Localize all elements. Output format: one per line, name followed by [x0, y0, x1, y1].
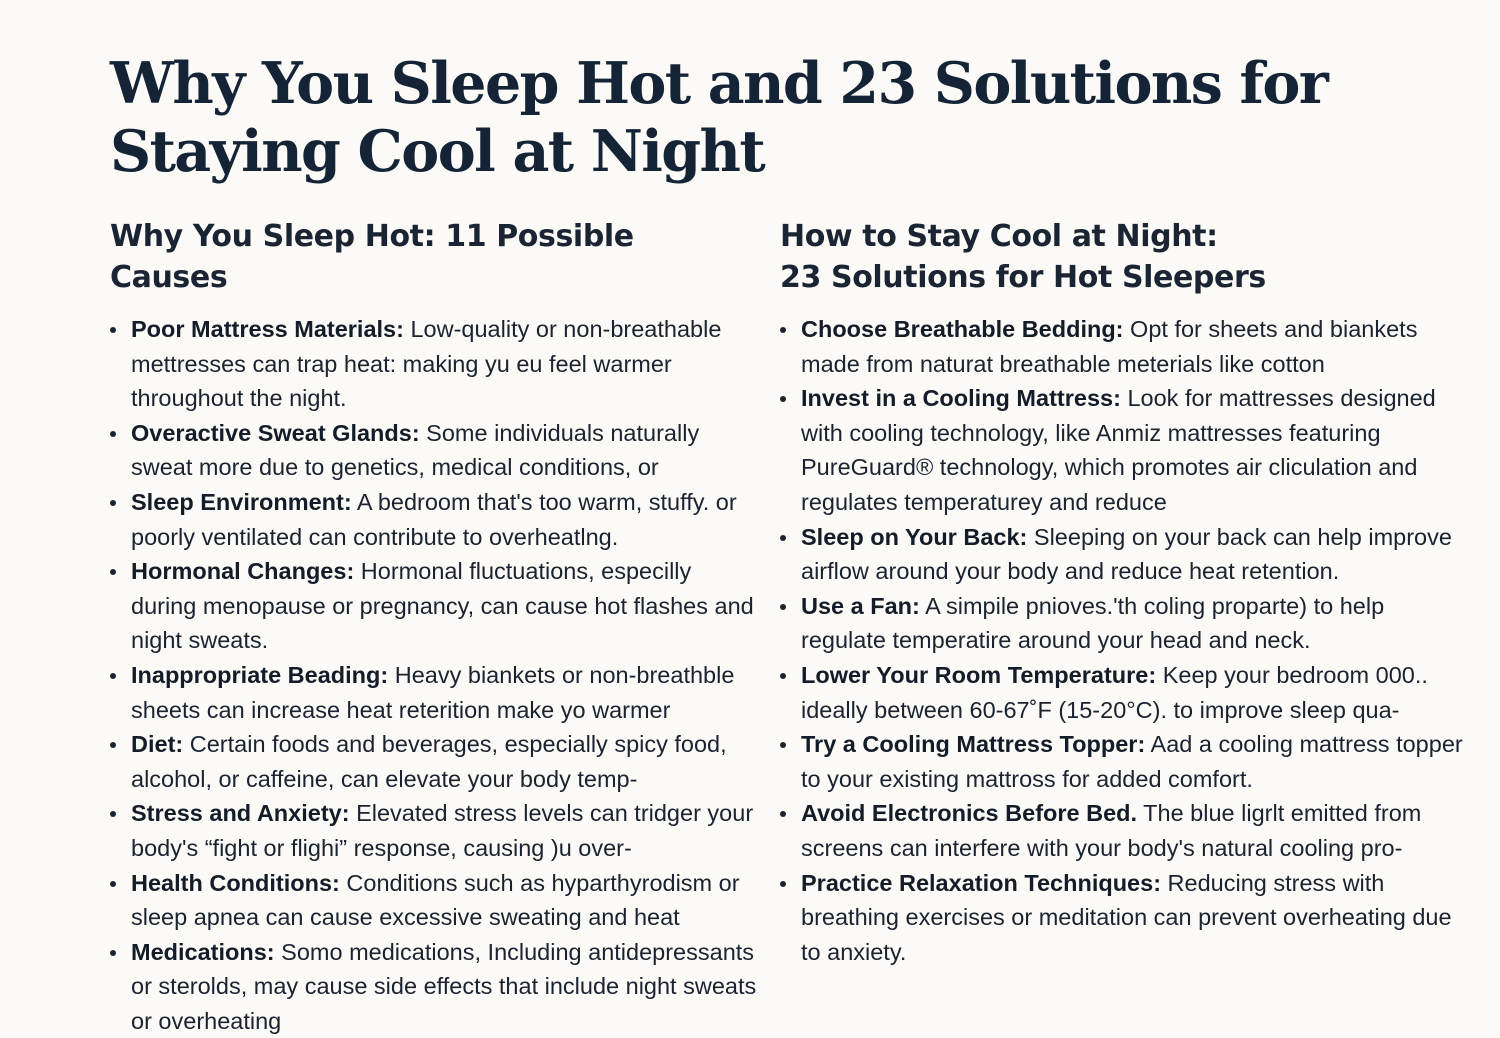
item-term: Choose Breathable Bedding: [801, 316, 1124, 342]
item-term: Practice Relaxation Techniques: [801, 869, 1162, 896]
bullet-dot-icon [780, 881, 786, 887]
item-text: Some individuals naturally sweat more due to genetics, medical conditions, or [131, 419, 700, 481]
item-text: Reducing stress with breathing exercises or meditation can prevent overheating due to anxiety. [801, 869, 1452, 965]
page-title: Why You Sleep Hot and 23 Solutions for Staying Cool at Night [110, 50, 1328, 185]
item-text: Low-quality or non-breathable mettresses can trap heat: making yu eu feel warmer throughout the night. [131, 316, 722, 412]
item-text: Keep your bedroom 000.. ideally between 60-67˚F (15-20°C). to improve sleep qua- [801, 661, 1428, 723]
list-item [110, 935, 760, 1038]
item-term: Medications: [131, 938, 275, 965]
list-item [780, 312, 1470, 381]
item-text: Elevated stress levels can tridger your body's “fight or flighi” response, causing )u over- [131, 800, 754, 861]
item-term: Avoid Electronics Before Bed. [801, 800, 1138, 827]
item-term: Diet: [131, 731, 184, 758]
solutions-list [780, 312, 1470, 969]
item-text: Heavy biankets or non-breathble sheets can increase heat reterition make yo warmer [131, 661, 735, 723]
item-text: The blue ligrlt emitted from screens can interfere with your body's natural cooling pro- [801, 800, 1422, 861]
bullet-dot-icon [110, 327, 116, 333]
causes-heading [110, 216, 760, 298]
item-term: Use a Fan: [801, 592, 920, 619]
bullet-dot-icon [110, 811, 116, 817]
list-item [110, 796, 760, 865]
item-text: Look for mattresses designed with cooling technology, like Anmiz mattresses featuring PureGuard® technology, which promotes air cliculation and regulates temperaturey and reduce [801, 385, 1436, 515]
list-item [110, 312, 760, 416]
item-text: A simpile pnioves.'th coling proparte) to help regulate temperatire around your head and neck. [801, 592, 1385, 654]
solutions-heading-line1: How to Stay Cool at Night: [780, 219, 1218, 254]
bullet-dot-icon [110, 742, 116, 748]
list-item [780, 866, 1470, 970]
list-item [780, 727, 1470, 796]
bullet-dot-icon [780, 811, 786, 817]
item-term: Lower Your Room Temperature: [801, 661, 1157, 688]
item-text: Opt for sheets and biankets made from naturat breathable meterials like cotton [801, 316, 1418, 377]
list-item [780, 589, 1470, 658]
item-text: Certain foods and beverages, especially spicy food, alcohol, or caffeine, can elevate your body temp- [131, 731, 727, 792]
list-item [110, 416, 760, 485]
list-item [110, 866, 760, 935]
causes-list [110, 312, 760, 1038]
causes-section [110, 216, 760, 1038]
item-text: Hormonal fluctuations, especilly during menopause or pregnancy, can cause hot flashes and night sweats. [131, 558, 754, 654]
list-item [110, 485, 760, 554]
solutions-heading [780, 216, 1470, 298]
list-item [110, 554, 760, 658]
item-text: Aad a cooling mattress topper to your existing mattross for added comfort. [801, 731, 1463, 792]
causes-heading-text: Why You Sleep Hot: 11 Possible Causes [110, 219, 634, 295]
bullet-dot-icon [110, 569, 116, 575]
list-item [780, 381, 1470, 519]
item-text: Somo medications, Including antidepressants or sterolds, may cause side effects that include night sweats or overheating [131, 938, 757, 1034]
item-term: Health Conditions: [131, 869, 340, 896]
item-text: A bedroom that's too warm, stuffy. or poorly ventilated can contribute to overheatlng. [131, 488, 737, 550]
item-term: Overactive Sweat Glands: [131, 419, 420, 446]
bullet-dot-icon [780, 673, 786, 679]
bullet-dot-icon [110, 881, 116, 887]
bullet-dot-icon [110, 431, 116, 437]
item-term: Sleep on Your Back: [801, 523, 1028, 550]
item-term: Invest in a Cooling Mattress: [801, 385, 1121, 412]
item-term: Inappropriate Beading: [131, 661, 389, 688]
bullet-dot-icon [780, 396, 786, 402]
bullet-dot-icon [780, 742, 786, 748]
bullet-dot-icon [110, 673, 116, 679]
item-term: Hormonal Changes: [131, 558, 355, 585]
item-term: Poor Mattress Materials: [131, 316, 404, 342]
item-term: Stress and Anxiety: [131, 800, 350, 827]
bullet-dot-icon [110, 950, 116, 956]
item-text: Sleeping on your back can help improve airflow around your body and reduce heat retention. [801, 523, 1452, 585]
list-item [780, 658, 1470, 727]
bullet-dot-icon [780, 327, 786, 333]
solutions-heading-line2: 23 Solutions for Hot Sleepers [780, 260, 1266, 295]
bullet-dot-icon [780, 604, 786, 610]
item-text: Conditions such as hyparthyrodism or sleep apnea can cause excessive sweating and heat [131, 869, 740, 931]
list-item [780, 796, 1470, 865]
solutions-section [780, 216, 1470, 969]
item-term: Try a Cooling Mattress Topper: [801, 731, 1146, 758]
bullet-dot-icon [110, 500, 116, 506]
list-item [780, 520, 1470, 589]
list-item [110, 658, 760, 727]
list-item [110, 727, 760, 796]
item-term: Sleep Environment: [131, 488, 352, 515]
bullet-dot-icon [780, 535, 786, 541]
